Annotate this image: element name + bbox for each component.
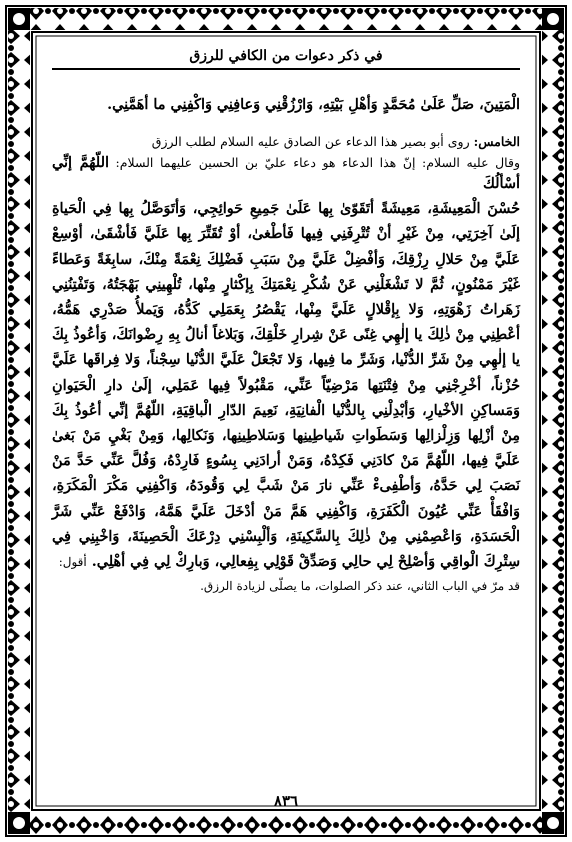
prayer-paragraph	[52, 196, 520, 575]
prayer-text: حُسْنَ الْمَعِيشَةِ، مَعِيشَةً أتَقَوّىٰ بِها عَلَىٰ جَمِيعِ حَوائِجِي، وَأتَوَصَّلُ بِها فِي الْحَياةِ إلَىٰ آخِرَتِي، مِنْ غَيْرِ أنْ تُتْرِفَنِي فِيها فَأطْغىٰ، أوْ تُقَتِّرَ بِها عَلَيَّ فَأشْقَىٰ، أوْسِعْ عَلَيَّ مِنْ حَلالِ رِزْقِكَ، وَأفْضِلْ عَلَيَّ مِنْ سَبَبِ فَضْلِكَ نِعْمَةً مِنْكَ، سابِغَةً وَعَطاءً غَيْرَ مَمْنُونٍ، ثُمَّ لا تَشْغَلْنِي عَنْ شُكْرِ نِعْمَتِكَ بِإكْثارٍ مِنْها، تُلْهِينِي بَهْجَتُهُ، وَتَفْتِنُنِي زَهَراتُ زَهْوَتِهِ، وَلا بِإقْلالٍ عَلَيَّ مِنْها، يَقْصُرُ بِعَمَلِي كَدُّهُ، وَيَملأُ صَدْرِي هَمُّهُ، أعْطِنِي مِنْ ذٰلِكَ يا إلٰهِي غِنًى عَنْ شِرارِ خَلْقِكَ، وَبَلاغاً أنالُ بِهِ رِضْوانَكَ، وَأعُوذُ بِكَ يا إلٰهِي مِنْ شَرِّ الدُّنْيا، وَشَرِّ ما فِيها، وَلا تَجْعَلْ عَلَيَّ الدُّنْيا سِجْناً، وَلا فِراقَها عَلَيَّ حُزْناً، أخْرِجْنِي مِنْ فِتْنَتِها مَرْضِيّاً عَنِّي، مَقْبُولاً فِيها عَمَلِي، إلَىٰ دارِ الْحَيَوانِ وَمَساكِنِ الأخْيارِ، وَأبْدِلْنِي بِالدُّنْيا الْفانِيَةِ، نَعِيمَ الدّارِ الْباقِيَةِ، اللّهُمَّ إنِّي أعُوذُ بِكَ مِنْ أزْلِها وَزِلْزالِها وَسَطَواتِ شَياطِينِها وَسَلاطِينِها، وَنَكالِها، وَمِنْ بَغْيِ مَنْ بَغىٰ عَلَيَّ فِيها، اللّهُمَّ مَنْ كادَنِي فَكِدْهُ، وَمَنْ أرادَنِي بِسُوءٍ فَارِدْهُ، وَفُلَّ عَنِّي حَدَّ مَنْ نَصَبَ لِي حَدَّهُ، وَأطْفِىءْ عَنِّي نارَ مَنْ شَبَّ لِي وَقُودَهُ، وَاكْفِنِي مَكْرَ الْمَكَرَةِ، وَافْقَأْ عَنِّي عُيُونَ الْكَفَرَةِ، وَاكْفِنِي هَمَّ مَنْ أدْخَلَ عَلَيَّ هَمَّهُ، وَادْفَعْ عَنِّي شَرَّ الْحَسَدَةِ، وَاعْصِمْنِي مِنْ ذٰلِكَ بِالسَّكِينَةِ، وَألْبِسْنِي دِرْعَكَ الْحَصِينَةَ، وَاخْبِنِي فِي سِتْرِكَ الْواقِي وَأصْلِحْ لِي حالِي وَصَدِّقْ قَوْلِي بِفِعالِي، وَبارِكْ لِي فِي أهْلِي.	[52, 200, 520, 571]
section-label: الخامس:	[473, 134, 520, 150]
main-text-block	[52, 92, 520, 782]
narration-line-1: روى أبو بصير هذا الدعاء عن الصادق عليه السلام لطلب الرزق	[151, 134, 470, 150]
narration-line-2: وقال عليه السلام: إنّ هذا الدعاء هو دعاء عليّ بن الحسين عليهما السلام:	[115, 155, 520, 171]
narration-paragraph	[52, 131, 520, 194]
prayer-opening: اللّهُمَّ إنِّي أسْألُكَ	[52, 154, 520, 193]
footnote: قد مرّ في الباب الثاني، عند ذكر الصلوات، ما يصلّى لزيادة الرزق.	[200, 579, 520, 594]
page-number: ٨٣٦	[273, 792, 299, 810]
closing-note: أقول:	[58, 555, 87, 570]
opening-paragraph: الْمَتِينَ، صَلِّ عَلَىٰ مُحَمَّدٍ وَأهْلِ بَيْتِهِ، وَارْزُقْنِي وَعافِنِي وَاكْفِنِي ما أهَمَّنِي.	[107, 96, 520, 113]
page-header-title: في ذكر دعوات من الكافي للرزق	[189, 48, 383, 64]
header-divider	[52, 68, 520, 70]
